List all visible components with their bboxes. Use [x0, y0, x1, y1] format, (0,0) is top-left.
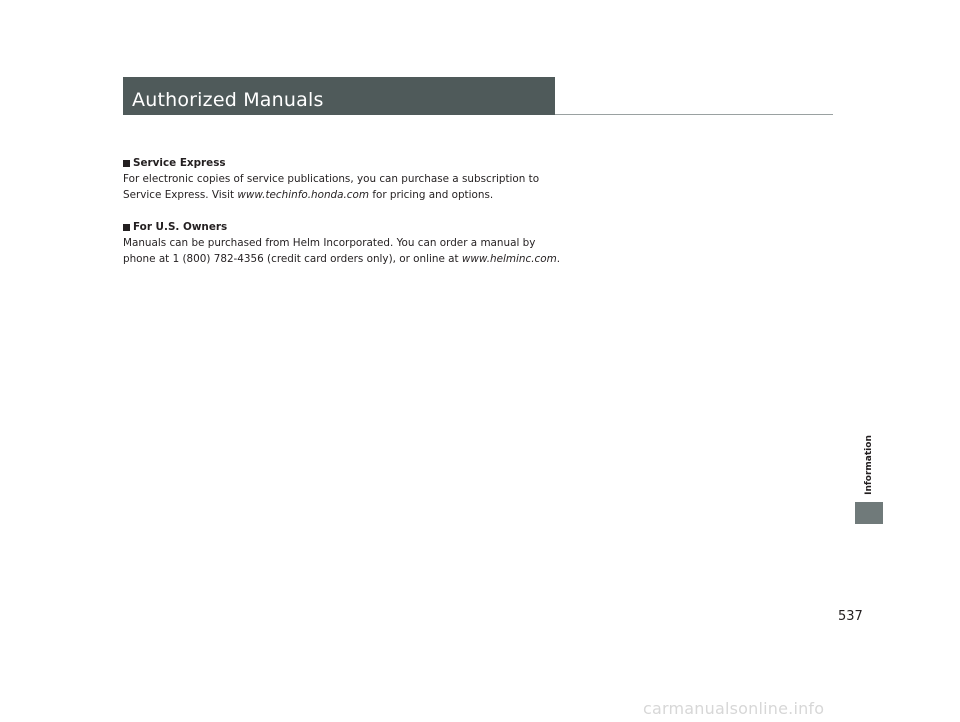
banner-rule: [555, 114, 833, 115]
section-title: Authorized Manuals: [132, 89, 324, 111]
service-express-text-after-url: for pricing and options.: [369, 189, 494, 201]
service-express-heading: [123, 155, 573, 171]
us-owners-line-1: Manuals can be purchased from Helm Incorporated. You can order a manual by: [123, 237, 536, 249]
information-side-tab[interactable]: [855, 502, 883, 524]
service-express-text-before-url: Service Express. Visit: [123, 189, 238, 201]
us-owners-line-2: [123, 251, 573, 267]
helminc-url-link[interactable]: www.helminc.com: [461, 253, 557, 265]
page-number: 537: [838, 609, 863, 624]
service-express-line-1: For electronic copies of service publications, you can purchase a subscription to: [123, 173, 540, 185]
us-owners-text-before-url: phone at 1 (800) 782-4356 (credit card orders only), or online at: [123, 253, 462, 265]
us-owners-heading: [123, 219, 573, 235]
us-owners-text-after-url: .: [556, 253, 561, 265]
square-bullet-icon: [123, 224, 130, 231]
service-express-line-2: [123, 187, 573, 203]
us-owners-heading-text: For U.S. Owners: [133, 221, 228, 233]
service-express-heading-text: Service Express: [133, 157, 226, 169]
side-tab-label: Information: [864, 435, 874, 495]
service-express-block: [123, 155, 573, 203]
watermark: carmanualsonline.info: [643, 699, 825, 718]
section-banner: [123, 77, 555, 115]
us-owners-block: [123, 219, 573, 267]
page-content: [123, 155, 573, 283]
square-bullet-icon: [123, 160, 130, 167]
techinfo-url-link[interactable]: www.techinfo.honda.com: [237, 189, 370, 201]
